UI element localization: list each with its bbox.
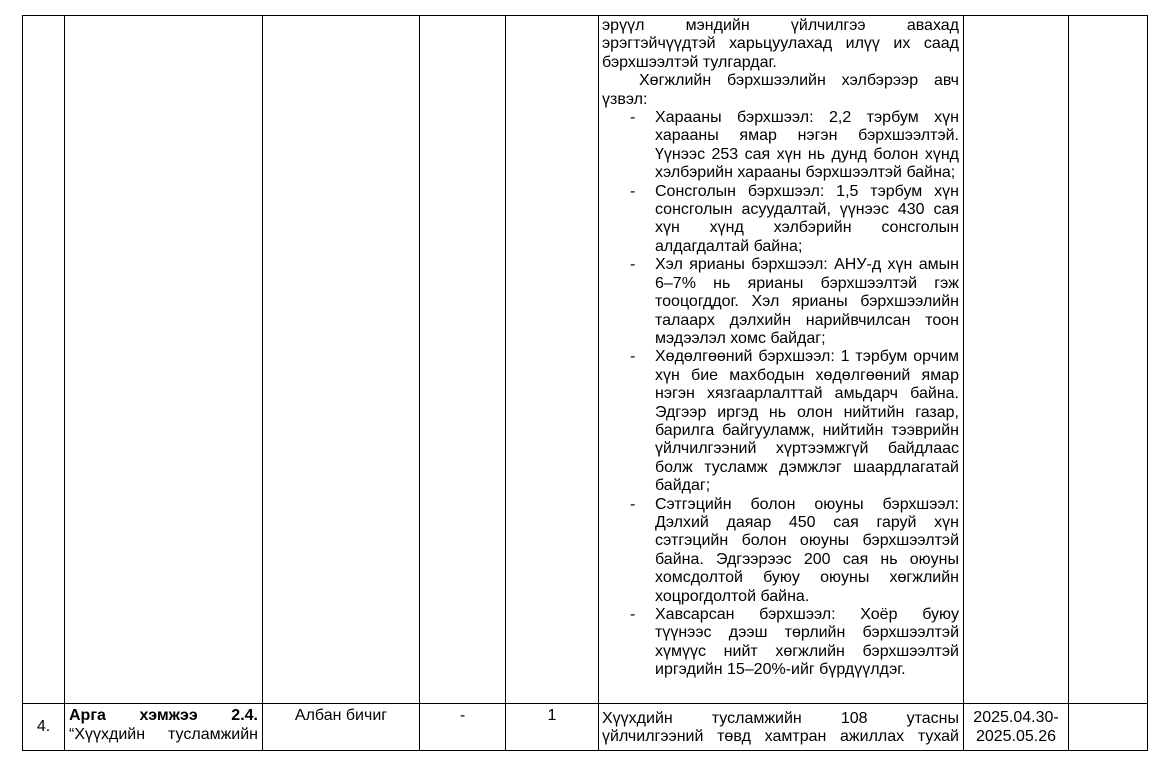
quantity-value: 1 xyxy=(547,707,557,724)
details-paragraph-heading: Хөгжлийн бэрхшээлийн хэлбэрээр авч үзвэл: xyxy=(602,72,959,108)
row-number: 4. xyxy=(36,717,51,735)
bullet-item-hearing xyxy=(602,183,959,257)
measure-continuation: “Хүүхдийн тусламжийн xyxy=(69,726,258,743)
bullet-item-speech xyxy=(602,256,959,348)
continuation-cell-budget xyxy=(420,16,506,704)
activity-report-table xyxy=(22,15,1148,751)
continuation-cell-note xyxy=(1069,16,1148,704)
continuation-cell-number xyxy=(23,16,65,704)
measure-title: Арга хэмжээ 2.4. xyxy=(69,707,258,724)
bullet-dash-marker: - xyxy=(630,256,636,274)
bullet-text: Хөдөлгөөний бэрхшээл: 1 тэрбум орчим хүн бие махбодын хөдөлгөөний ямар нэгэн хязгаарлалттай амьдарч байна. Эдгээр иргэд нь олон нийтийн газар, барилга байгууламж, нийтийн тээврийн үйлчилгээний хүртээмжгүй байдлаас болж тусламж дэмжлэг шаардлагатай байдаг; xyxy=(655,348,959,495)
bullet-item-vision xyxy=(602,109,959,183)
row4-result-cell xyxy=(599,704,964,751)
bullet-dash-marker: - xyxy=(630,495,636,513)
continuation-cell-details xyxy=(599,16,964,704)
continuation-cell-dates xyxy=(964,16,1069,704)
bullet-text: Сэтгэцийн болон оюуны бэрхшээл: Дэлхий даяар 450 сая гаруй хүн сэтгэцийн болон оюуны бэрхшээлтэй байна. Эдгээрээс 200 сая нь оюуны хомсдолтой буюу оюуны хөгжлийн хоцрогдолтой байна. xyxy=(655,495,959,605)
details-paragraph-intro: эрүүл мэндийн үйлчилгээ авахад эрэгтэйчүүдтэй харьцуулахад илүү их саад бэрхшээлтэй тулгардаг. xyxy=(602,17,959,71)
bullet-text: Харааны бэрхшээл: 2,2 тэрбум хүн харааны ямар нэгэн бэрхшээлтэй. Үүнээс 253 сая хүн нь дунд болон хүнд хэлбэрийн харааны бэрхшээлтэй байна; xyxy=(655,109,959,182)
bullet-dash-marker: - xyxy=(630,182,636,200)
bullet-text: Хавсарсан бэрхшээл: Хоёр буюу түүнээс дээш төрлийн бэрхшээлтэй хүмүүс нийт хөгжлийн бэрхшээлтэй иргэдийн 15–20%-ийг бүрдүүлдэг. xyxy=(655,606,959,679)
result-text: Хүүхдийн тусламжийн 108 утасны үйлчилгээний төвд хамтран ажиллах тухай xyxy=(602,710,959,746)
bullet-dash-marker: - xyxy=(630,348,636,366)
row4-note-cell xyxy=(1069,704,1148,751)
bullet-item-combined xyxy=(602,606,959,680)
row4-budget-cell xyxy=(420,704,506,751)
budget-value: - xyxy=(459,707,466,724)
bullet-item-mental xyxy=(602,496,959,606)
output-form: Албан бичиг xyxy=(294,707,388,724)
row4-date-cell xyxy=(964,704,1069,751)
bullet-dash-marker: - xyxy=(630,109,636,127)
row4-measure-cell xyxy=(65,704,263,751)
continuation-cell-output-form xyxy=(263,16,420,704)
row4-output-form-cell xyxy=(263,704,420,751)
bullet-dash-marker: - xyxy=(630,606,636,623)
bullet-item-mobility xyxy=(602,348,959,495)
date-range-end: 2025.05.26 xyxy=(975,728,1057,745)
continuation-cell-quantity xyxy=(506,16,599,704)
bullet-text: Сонсголын бэрхшээл: 1,5 тэрбум хүн сонсголын асуудалтай, үүнээс 430 сая хүн хүнд хэлбэрийн сонсголын алдагдалтай байна; xyxy=(655,182,959,255)
date-range-start: 2025.04.30- xyxy=(973,709,1059,726)
bullet-text: Хэл ярианы бэрхшээл: АНУ-д хүн амын 6–7% нь ярианы бэрхшээлтэй гэж тооцогддог. Хэл ярианы бэрхшээлийн талаарх дэлхийн нарийвчилсан тоон мэдээлэл хомс байдаг; xyxy=(655,256,959,347)
row4-number-cell xyxy=(23,704,65,751)
row4-quantity-cell xyxy=(506,704,599,751)
continuation-cell-measure xyxy=(65,16,263,704)
